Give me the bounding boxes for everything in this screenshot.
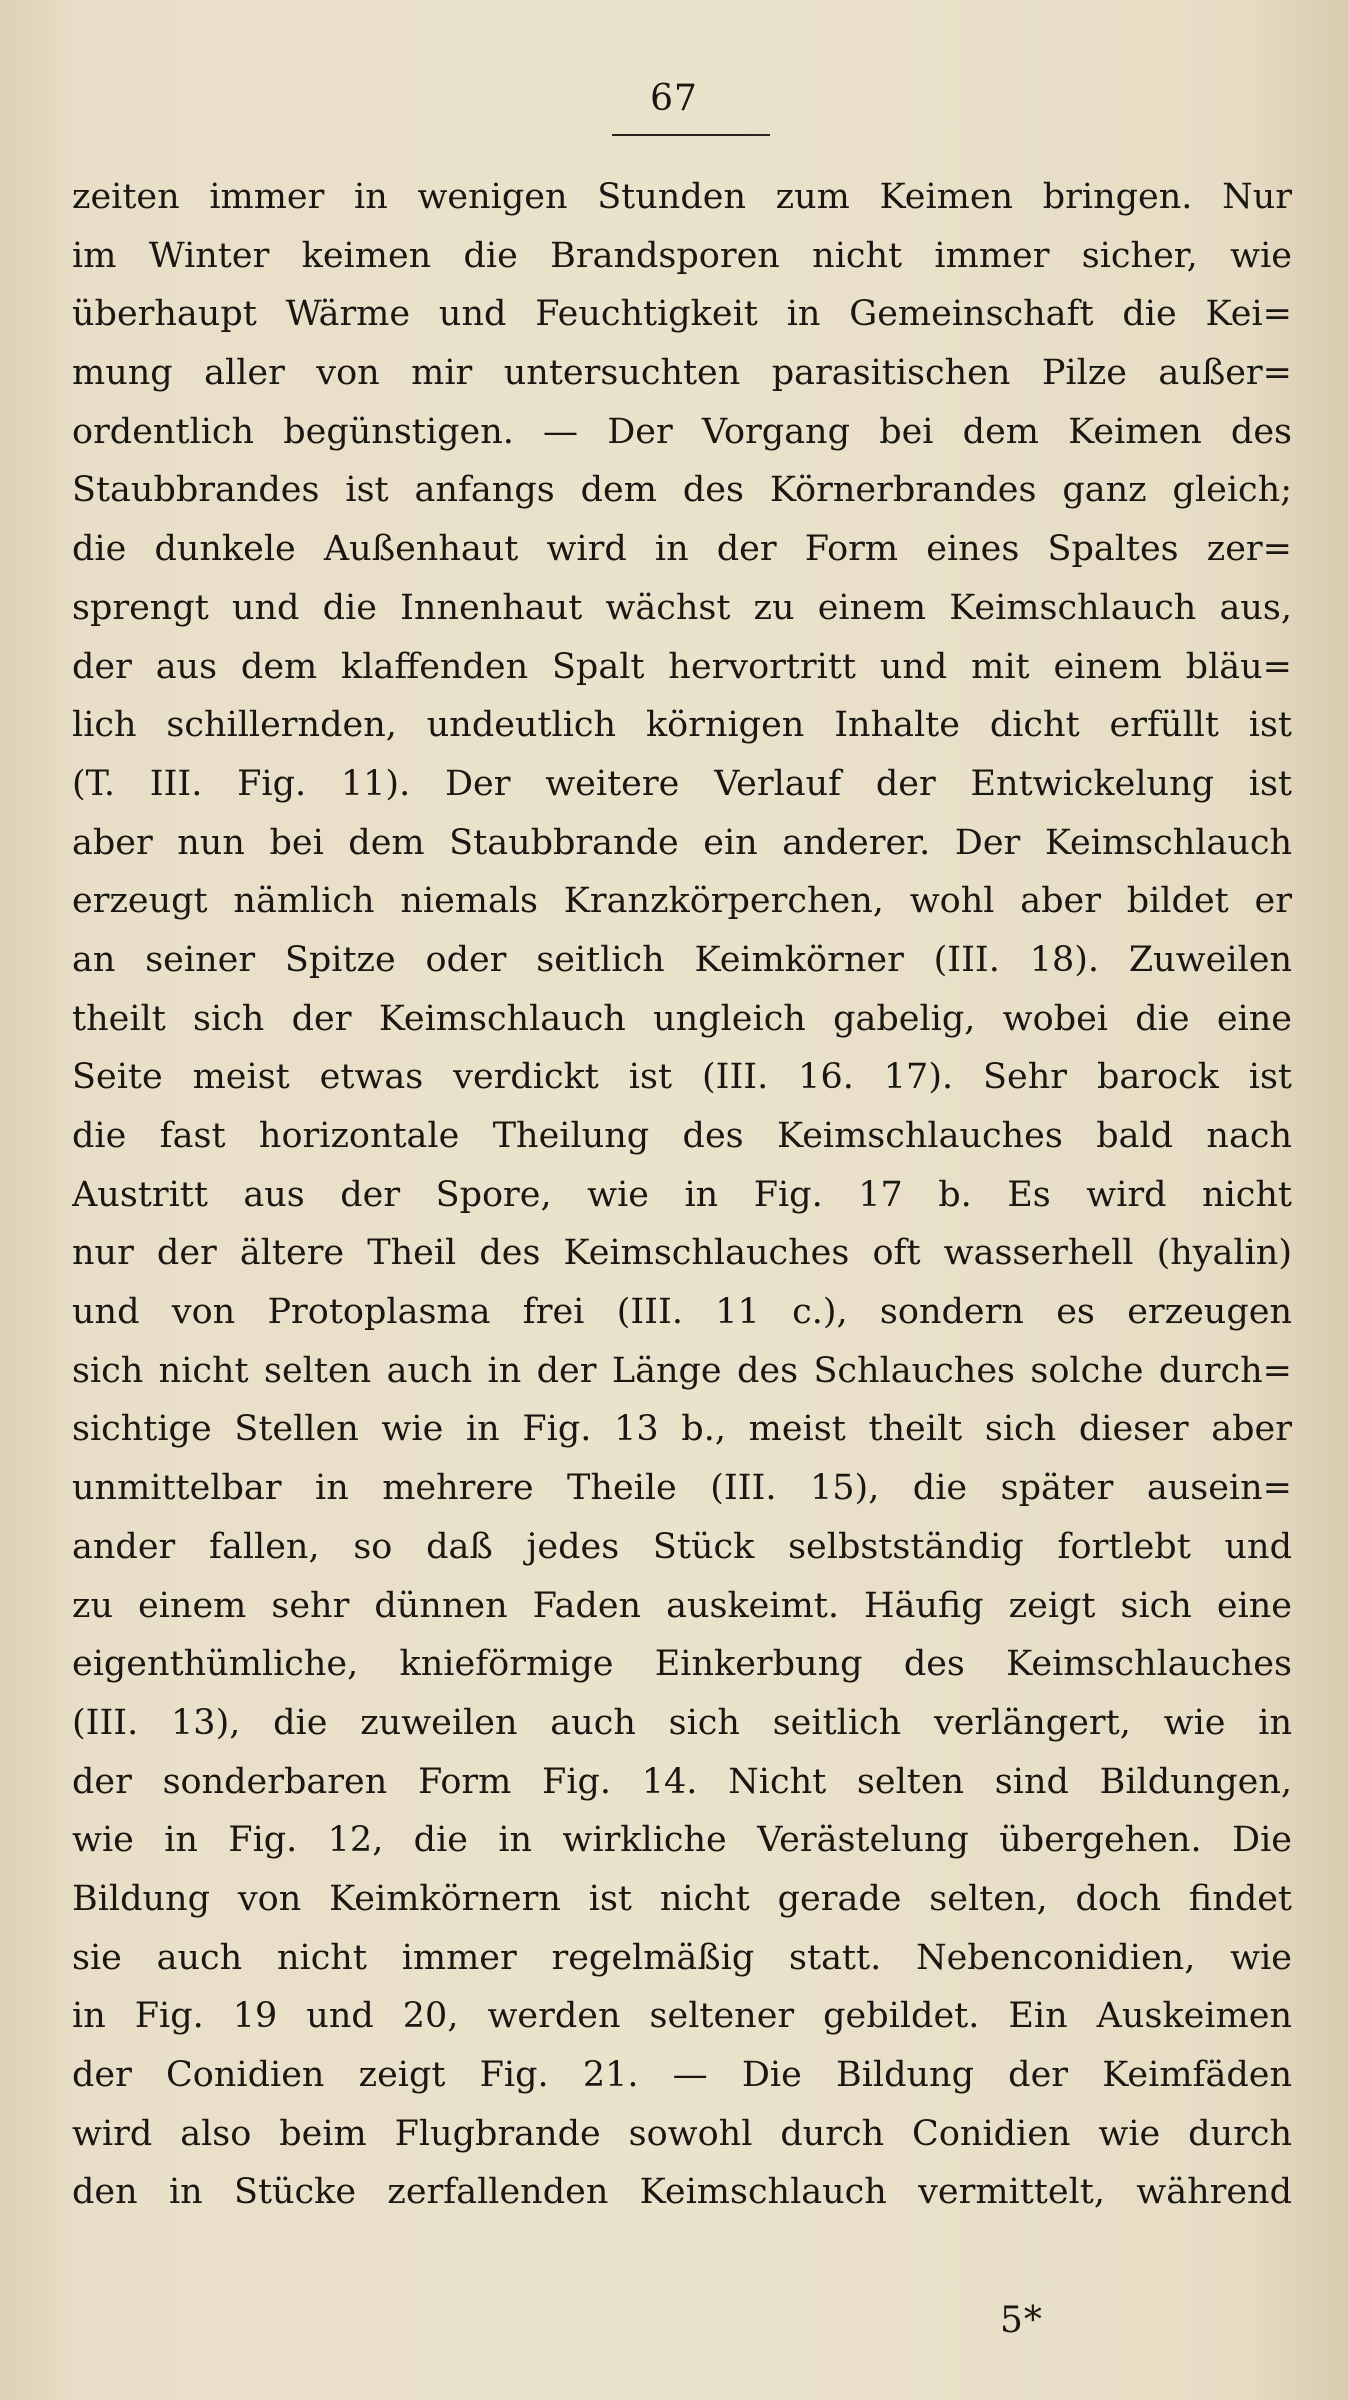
text-line-27: (III. 13), die zuweilen auch sich seitlich verlängert, wie in: [72, 1702, 1292, 1743]
text-line-1: zeiten immer in wenigen Stunden zum Keimen bringen. Nur: [72, 177, 1292, 217]
text-line-30: Bildung von Keimkörnern ist nicht gerade selten, doch findet: [72, 1878, 1292, 1919]
text-line-23: unmittelbar in mehrere Theile (III. 15), die später ausein=: [72, 1468, 1292, 1509]
text-line-16: Seite meist etwas verdickt ist (III. 16. 17). Sehr barock ist: [72, 1057, 1292, 1098]
text-line-5: ordentlich begünstigen. — Der Vorgang bei dem Keimen des: [72, 411, 1292, 452]
text-line-33: der Conidien zeigt Fig. 21. — Die Bildung der Keimfäden: [72, 2055, 1292, 2095]
text-line-26: eigenthümliche, knieförmige Einkerbung des Keimschlauches: [72, 1644, 1292, 1685]
signature-mark: 5*: [1000, 2300, 1043, 2341]
text-line-32: in Fig. 19 und 20, werden seltener gebildet. Ein Auskeimen: [72, 1996, 1292, 2037]
text-line-3: überhaupt Wärme und Feuchtigkeit in Gemeinschaft die Kei=: [72, 294, 1292, 335]
text-line-13: erzeugt nämlich niemals Kranzkörperchen, wohl aber bildet er: [72, 881, 1292, 922]
text-line-9: der aus dem klaffenden Spalt hervortritt und mit einem bläu=: [72, 646, 1292, 687]
text-line-2: im Winter keimen die Brandsporen nicht immer sicher, wie: [72, 235, 1292, 276]
text-line-28: der sonderbaren Form Fig. 14. Nicht selten sind Bildungen,: [72, 1761, 1292, 1802]
page-number: 67: [650, 78, 698, 119]
text-line-20: und von Protoplasma frei (III. 11 c.), sondern es erzeugen: [72, 1292, 1292, 1333]
body-text: [72, 168, 1292, 2222]
text-line-11: (T. III. Fig. 11). Der weitere Verlauf der Entwickelung ist: [72, 763, 1292, 804]
text-line-34: wird also beim Flugbrande sowohl durch Conidien wie durch: [72, 2113, 1292, 2154]
text-line-17: die fast horizontale Theilung des Keimschlauches bald nach: [72, 1116, 1292, 1156]
text-line-7: die dunkele Außenhaut wird in der Form eines Spaltes zer=: [72, 529, 1292, 570]
text-line-6: Staubbrandes ist anfangs dem des Körnerbrandes ganz gleich;: [72, 470, 1292, 511]
text-line-15: theilt sich der Keimschlauch ungleich gabelig, wobei die eine: [72, 998, 1292, 1039]
text-line-8: sprengt und die Innenhaut wächst zu einem Keimschlauch aus,: [72, 587, 1292, 628]
text-line-21: sich nicht selten auch in der Länge des Schlauches solche durch=: [72, 1350, 1292, 1391]
text-line-12: aber nun bei dem Staubbrande ein anderer. Der Keimschlauch: [72, 822, 1292, 863]
text-line-4: mung aller von mir untersuchten parasitischen Pilze außer=: [72, 353, 1292, 394]
header-rule: [612, 134, 770, 136]
text-line-10: lich schillernden, undeutlich körnigen Inhalte dicht erfüllt ist: [72, 705, 1292, 746]
text-line-14: an seiner Spitze oder seitlich Keimkörner (III. 18). Zuweilen: [72, 939, 1292, 980]
text-line-31: sie auch nicht immer regelmäßig statt. Nebenconidien, wie: [72, 1937, 1292, 1978]
text-line-29: wie in Fig. 12, die in wirkliche Verästelung übergehen. Die: [72, 1820, 1292, 1861]
text-line-35: den in Stücke zerfallenden Keimschlauch vermittelt, während: [72, 2172, 1292, 2213]
text-line-19: nur der ältere Theil des Keimschlauches oft wasserhell (hyalin): [72, 1233, 1292, 1274]
text-line-22: sichtige Stellen wie in Fig. 13 b., meist theilt sich dieser aber: [72, 1409, 1292, 1450]
text-line-25: zu einem sehr dünnen Faden auskeimt. Häufig zeigt sich eine: [72, 1585, 1292, 1626]
text-line-24: ander fallen, so daß jedes Stück selbstständig fortlebt und: [72, 1526, 1292, 1567]
text-line-18: Austritt aus der Spore, wie in Fig. 17 b. Es wird nicht: [72, 1174, 1292, 1215]
